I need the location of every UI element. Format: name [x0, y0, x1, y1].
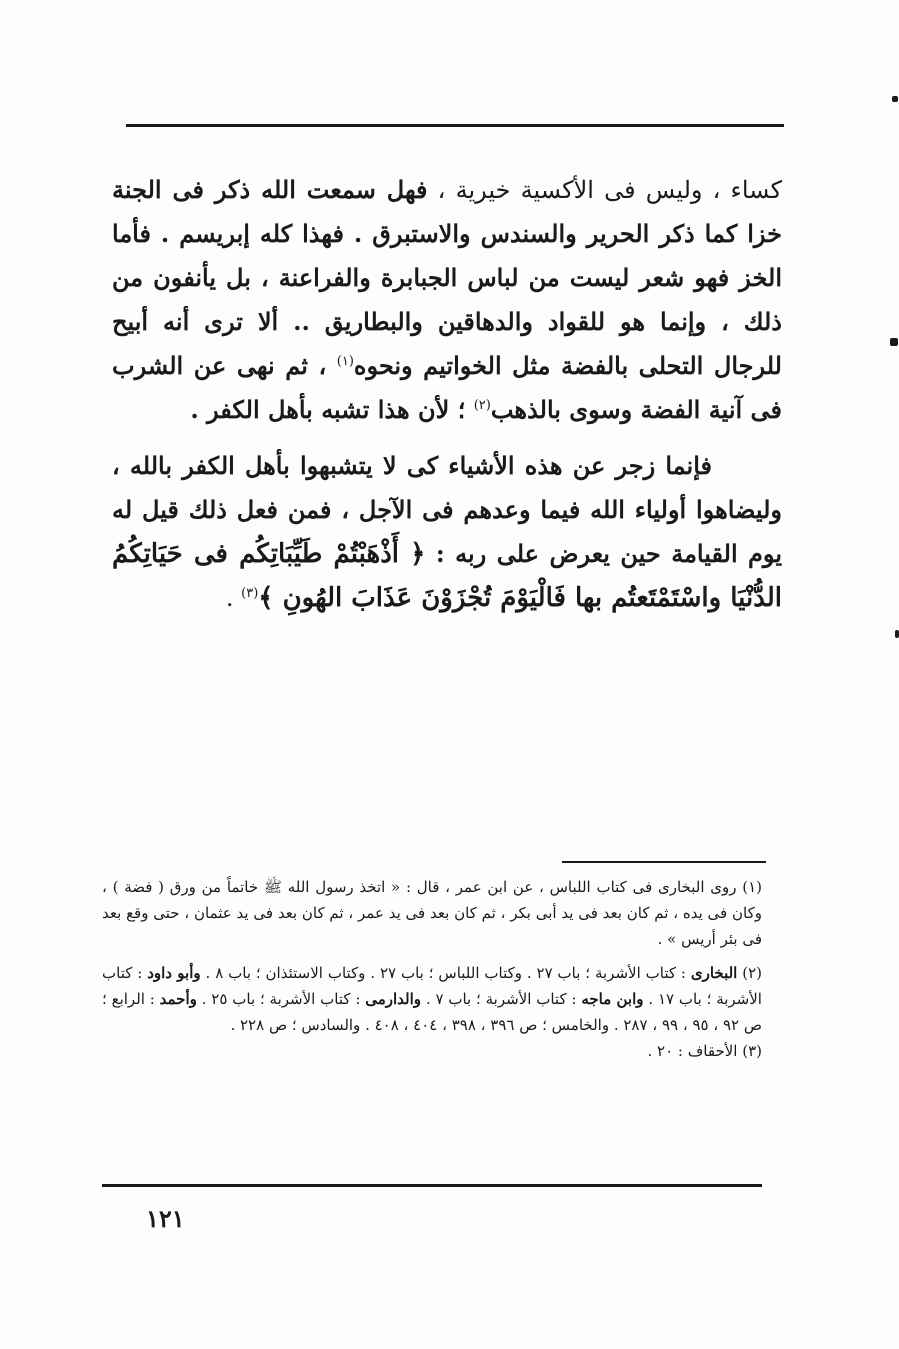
footnote-1: (١) روى البخارى فى كتاب اللباس ، عن ابن عمر ، قال : « اتخذ رسول الله ﷺ خاتماً من ورق ( فضة ) ، وكان فى يده ، ثم كان بعد فى يد أبى بكر ، ثم كان بعد فى يد عمر ، ثم كان بعد فى يد عثمان ، حتى وقع بعد فى بئر أريس » .	[102, 878, 762, 948]
p2-end: .	[225, 584, 242, 612]
fn2-ibnmajah: وابن ماجه	[581, 990, 644, 1008]
p1-text-1: كساء ، وليس فى الأكسية خيرية ،	[427, 176, 782, 204]
quran-verse: ﴿ أَذْهَبْتُمْ طَيِّبَاتِكُم فى حَيَاتِكُمُ الدُّنْيَا واسْتَمْتَعتُم بها فَالْيَوْمَ تُجْزَوْنَ عَذَابَ الهُونِ ﴾	[112, 539, 782, 613]
p2-text: فإنما زجر عن هذه الأشياء كى لا يتشبهوا بأهل الكفر بالله ، وليضاهوا أولياء الله فيما وعدهم فى الآجل ، فمن فعل ذلك قيل له يوم القيامة حين يعرض على ربه :	[112, 451, 782, 568]
footnote-ref-1: (١)	[336, 354, 354, 369]
footnote-ref-2: (٢)	[473, 398, 491, 413]
footer-rule	[102, 1184, 762, 1187]
fn2-ahmad: وأحمد	[159, 990, 197, 1008]
fn2-text-3: : كتاب الأشربة ؛ باب ٧ .	[421, 990, 582, 1008]
fn2-darimi: والدارمى	[365, 990, 422, 1008]
p1-text-3: ، ثم نهى عن الشرب فى آنية الفضة وسوى بالذهب	[112, 351, 782, 424]
main-text	[112, 168, 782, 632]
scan-mark	[895, 630, 899, 638]
fn2-text-1: : كتاب الأشربة ؛ باب ٢٧ . وكتاب اللباس ؛ باب ٢٧ . وكتاب الاستئذان ؛ باب ٨ .	[200, 964, 691, 982]
fn2-text-5: : الرابع ؛ ص ٩٢ ، ٩٥ ، ٩٩ ، ٢٨٧ . والخامس ؛ ص ٣٩٦ ، ٣٩٨ ، ٤٠٤ ، ٤٠٨ . والسادس ؛ ص ٢٢٨ .	[102, 990, 762, 1034]
fn2-text-4: : كتاب الأشربة ؛ باب ٢٥ .	[196, 990, 366, 1008]
scan-mark	[892, 96, 898, 102]
footnotes	[102, 874, 762, 1064]
scan-mark	[890, 338, 898, 346]
header-rule	[126, 124, 784, 127]
paragraph-2	[112, 444, 782, 620]
footnote-separator	[562, 861, 766, 863]
footnote-ref-3: (٣)	[241, 586, 259, 601]
paragraph-1	[112, 168, 782, 432]
footnote-3: (٣) الأحقاف : ٢٠ .	[647, 1042, 762, 1060]
p1-text-4: ؛ لأن هذا تشبه بأهل الكفر .	[190, 395, 474, 424]
fn2-text-2: : كتاب الأشربة ؛ باب ١٧ .	[102, 964, 762, 1008]
p1-text-2: فهل سمعت الله ذكر فى الجنة خزا كما ذكر الحرير والسندس والاستبرق . فهذا كله إبريسم . فأما الخز فهو شعر ليست من لباس الجبابرة والفراعنة ، بل يأنفون من ذلك ، وإنما هو للقواد والدهاقين والبطاريق .. ألا ترى أنه أبيح للرجال التحلى بالفضة مثل الخواتيم ونحوه	[112, 175, 782, 380]
fn2-number: (٢)	[737, 964, 763, 982]
fn2-bukhari: البخارى	[690, 964, 738, 982]
fn2-abudawud: وأبو داود	[147, 964, 201, 982]
page-number: ١٢١	[146, 1204, 185, 1233]
footnote-2	[102, 960, 762, 1038]
